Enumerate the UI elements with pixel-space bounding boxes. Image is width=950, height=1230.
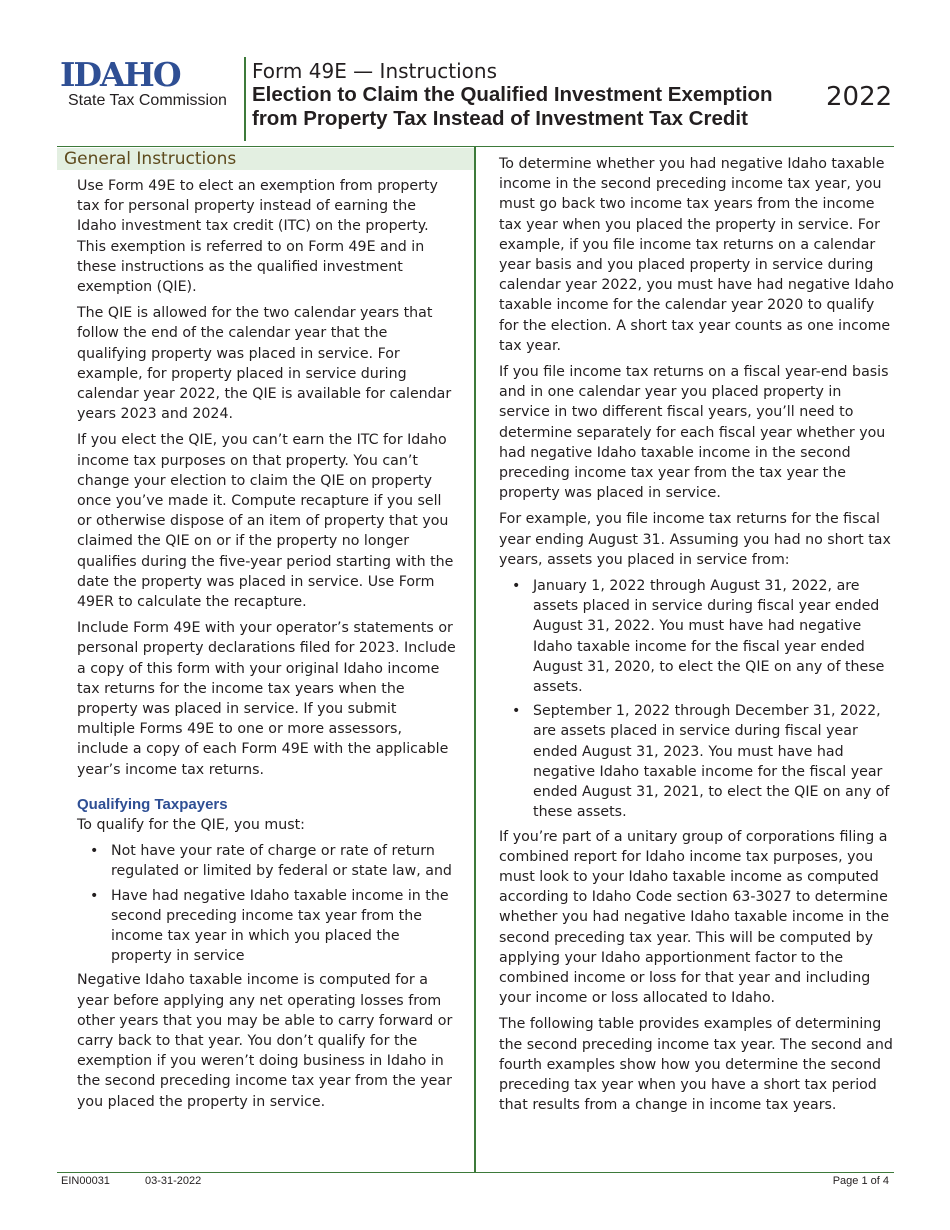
bullet-icon: • — [512, 578, 521, 595]
bullet-icon: • — [90, 843, 99, 860]
header-divider — [244, 57, 246, 141]
subheading-qualifying-taxpayers: Qualifying Taxpayers — [77, 795, 228, 813]
logo-subtitle: State Tax Commission — [68, 92, 227, 109]
bullet-list — [499, 576, 895, 822]
list-item — [90, 886, 457, 967]
page-number: Page 1 of 4 — [832, 1175, 889, 1187]
paragraph: To qualify for the QIE, you must: — [77, 816, 305, 833]
paragraph: If you file income tax returns on a fiscal year-end basis and in one calendar year you placed property in service in two different fiscal years, you’ll need to determine separately for each fiscal year whether you had negative Idaho taxable income in the second preceding income tax year from the tax year the property was placed in service. — [499, 364, 889, 502]
list-item-text: Not have your rate of charge or rate of return regulated or limited by federal or state law, and — [111, 843, 452, 880]
right-column — [499, 154, 895, 1121]
paragraph: Negative Idaho taxable income is computed for a year before applying any net operating losses from other years that you may be able to carry forward or carry back to that year. You don’t qualify for the exemption if you weren’t doing business in Idaho in the second preceding income tax year from the year you placed the property in service. — [77, 972, 453, 1110]
paragraph: If you elect the QIE, you can’t earn the ITC for Idaho income tax purposes on that property. You can’t change your election to claim the QIE on property once you’ve made it. Compute recapture if you sell or otherwise dispose of an item of property that you claimed the QIE on or if the property no longer qualifies during the five-year period starting with the date the property was placed in service. Use Form 49ER to calculate the recapture. — [77, 432, 454, 611]
page-title: Election to Claim the Qualified Investment Exemption from Property Tax Instead of Investment Tax Credit — [252, 83, 773, 130]
paragraph: The QIE is allowed for the two calendar years that follow the end of the calendar year that the qualifying property was placed in service. For example, for property placed in service during calendar year 2022, the QIE is available for calendar years 2023 and 2024. — [77, 305, 452, 423]
form-number: Form 49E — Instructions — [252, 59, 497, 83]
list-item-text: Have had negative Idaho taxable income in the second preceding income tax year from the income tax year in which you placed the property in service — [111, 887, 449, 965]
list-item — [90, 841, 457, 881]
paragraph: The following table provides examples of determining the second preceding income tax year. The second and fourth examples show how you determine the second preceding tax year when you have a short tax period that results from a change in income tax years. — [499, 1016, 893, 1114]
paragraph: Include Form 49E with your operator’s statements or personal property declarations filed for 2023. Include a copy of this form with your original Idaho income tax returns for the income tax years when the property was placed in service. If you submit multiple Forms 49E to one or more assessors, include a copy of each Form 49E with the applicable year’s income tax returns. — [77, 620, 456, 778]
idaho-logo — [60, 55, 242, 110]
list-item — [512, 576, 895, 697]
paragraph: For example, you file income tax returns for the fiscal year ending August 31. Assuming you had no short tax years, assets you placed in service from: — [499, 511, 891, 568]
list-item — [512, 701, 895, 822]
list-item-text: January 1, 2022 through August 31, 2022, are assets placed in service during fiscal year ended August 31, 2022. You must have had negative Idaho taxable income for the fiscal year ended August 31, 2020, to elect the QIE on any of these assets. — [533, 578, 885, 696]
footer-rule — [57, 1172, 894, 1173]
bullet-icon: • — [90, 887, 99, 904]
bullet-list — [77, 841, 457, 966]
paragraph: Use Form 49E to elect an exemption from property tax for personal property instead of earning the Idaho investment tax credit (ITC) on the property. This exemption is referred to on Form 49E and in these instructions as the qualified investment exemption (QIE). — [77, 178, 438, 296]
left-column — [77, 176, 457, 1118]
footer-form-code: EIN00031 — [61, 1175, 110, 1187]
tax-year: 2022 — [826, 82, 893, 112]
section-title: General Instructions — [64, 149, 237, 169]
bullet-icon: • — [512, 703, 521, 720]
paragraph: If you’re part of a unitary group of corporations filing a combined report for Idaho income tax purposes, you must look to your Idaho taxable income as computed according to Idaho Code section 63-3027 to determine whether you had negative Idaho taxable income in the second preceding tax year. This will be computed by applying your Idaho apportionment factor to the combined income or loss for that year and including your income or loss allocated to Idaho. — [499, 828, 890, 1007]
column-divider — [474, 147, 476, 1172]
paragraph: To determine whether you had negative Idaho taxable income in the second preceding income tax year, you must go back two income tax years from the income tax year when you placed the property in service. For example, if you file income tax returns on a calendar year basis and you placed property in service during calendar year 2022, you must have had negative Idaho taxable income for the calendar year 2020 to qualify for the election. A short tax year counts as one income tax year. — [499, 156, 894, 354]
footer-date: 03-31-2022 — [145, 1175, 202, 1187]
list-item-text: September 1, 2022 through December 31, 2022, are assets placed in service during fiscal year ended August 31, 2023. You must have had negative Idaho taxable income for the fiscal year ended August 31, 2021, to elect the QIE on any of these assets. — [533, 703, 890, 821]
logo-wordmark: IDAHO — [60, 55, 180, 94]
